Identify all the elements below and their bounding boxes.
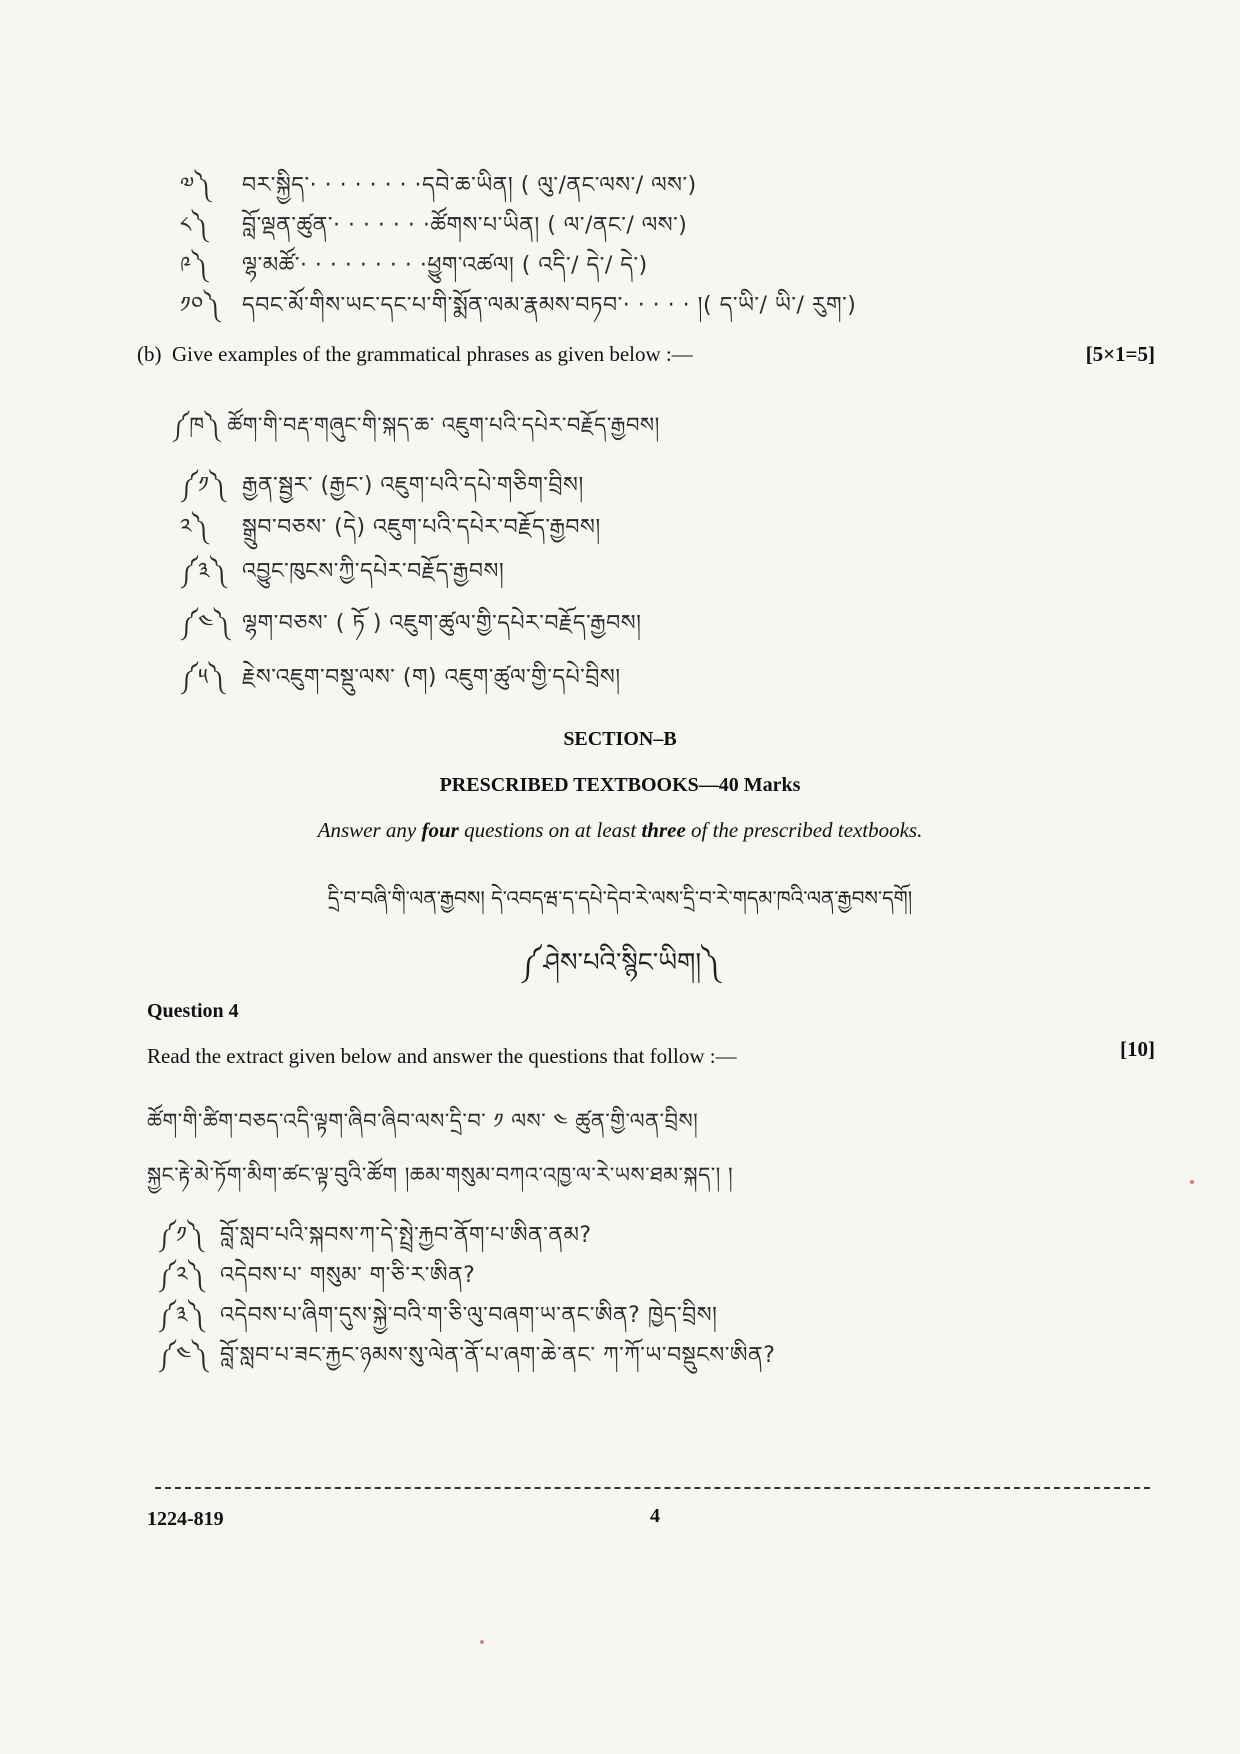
scan-speck — [1190, 1180, 1194, 1184]
section-instructions — [0, 818, 1240, 843]
item-number: ༨༽ — [180, 213, 208, 238]
item-number: ༼༡༽ — [158, 1223, 204, 1248]
item-number: ༼༡༽ — [180, 473, 226, 498]
tibetan-instructions: དྲི་བ་བཞི་གི་ལན་རྒྱབས། དེ་འབདཝ་ད་དཔེ་དེབ་རེ་ལས་དྲི་བ་རེ་གདམ་ཁའི་ལན་རྒྱབས་དགོ། — [327, 886, 913, 910]
footer-rule — [155, 1487, 1150, 1489]
item-number: ༼༢༽ — [158, 1263, 205, 1288]
item-number: ༢༽ — [180, 515, 209, 540]
question-marks: [10] — [1120, 1037, 1155, 1061]
instr-text: of the prescribed textbooks. — [685, 818, 923, 842]
part-b-question-text: Give examples of the grammatical phrases as given below :— — [172, 342, 693, 366]
item-text: རྒྱན་སྦྱར་ (རྒྱང་) འཇུག་པའི་དཔེ་གཅིག་བྲིས། — [242, 473, 584, 498]
item-text: ལྷག་བཅས་ ( ཏོ ) འཇུག་ཚུལ་གྱི་དཔེར་བརྗོད་རྒྱབས། — [242, 611, 642, 636]
item-text: བློ་ལྡན་ཚུན་· · · · · · ·ཚོགས་པ་ཡིན། ( ལ་/ནང་/ ལས་) — [242, 213, 688, 238]
item-text: བློ་སླབ་པའི་སྐབས་ཀ་དེ་སྤྲེ་རྐྱབ་ནོག་པ་ཨིན་ནམ? — [220, 1223, 592, 1248]
instr-text: Answer any — [317, 818, 422, 842]
item-number: ༡༠༽ — [180, 293, 220, 318]
item-text: དབང་མོ་གིས་ཡང་དང་པ་གི་སྨོན་ལམ་རྣམས་བཏབ་· · · · · །( ད་ཡི་/ ཡི་/ རུག་) — [242, 293, 857, 318]
question-item — [158, 1330, 775, 1392]
part-b-item — [180, 598, 641, 660]
tibetan-textbook-title: ༼ཤེས་པའི་སྙིང་ཡིག།༽ — [520, 948, 720, 978]
question-prompt: Read the extract given below and answer the questions that follow :— — [147, 1044, 737, 1068]
question-title: Question 4 — [147, 1000, 239, 1022]
extract-line: ཚོག་གི་ཚིག་བཅད་འདི་ལྟག་ཞིབ་ཞིབ་ལས་དྲི་བ་ ༡ ལས་ ༤ ཚུན་གྱི་ལན་བྲིས། — [147, 1109, 699, 1133]
paper-code: 1224-819 — [147, 1508, 224, 1530]
instr-emphasis: three — [641, 818, 686, 842]
part-b-marks: [5×1=5] — [1085, 342, 1155, 366]
item-number: ༩༽ — [180, 253, 208, 278]
item-text: རྗེས་འཇུག་བསྡུ་ལས་ (ག) འཇུག་ཚུལ་གྱི་དཔེ་བྲིས། — [242, 665, 621, 690]
extract-line: སྐྱང་རྟེ་མེ་ཏོག་མིག་ཚང་ལྟ་བུའི་ཚོག །ཆམ་གསུམ་བཀའ་འཁྱ་ལ་རེ་ཡས་ཐམ་སྐད་། ། — [147, 1163, 734, 1187]
item-number: ༼༥༽ — [180, 665, 225, 690]
part-b-label: (b) — [137, 342, 162, 366]
part-b-item — [180, 652, 621, 714]
item-number: ༼༣༽ — [180, 559, 227, 584]
instr-emphasis: four — [421, 818, 459, 842]
item-number: ༼༤༽ — [158, 1343, 208, 1368]
item-number: ༧༽ — [180, 173, 211, 198]
item-text: ལྷ་མཚོ་· · · · · · · · ·ཕྱུག་འཚལ། ( འདི་/ དེ་/ དེ་) — [242, 253, 648, 278]
item-text: བར་སྐྱིད་· · · · · · · ·དབེ་ཆ་ཡིན། ( ལུ་/ནང་ལས་/ ལས་) — [242, 173, 697, 198]
item-text: འབྱུང་ཁུངས་ཀྱི་དཔེར་བརྗོད་རྒྱབས། — [242, 559, 505, 584]
part-a-line — [180, 280, 856, 342]
section-heading: SECTION–B — [563, 728, 677, 750]
part-b-intro: ༼ཁ༽ ཚོག་གི་བརྡ་གཞུང་གི་སྐད་ཆ་ འཇུག་པའི་དཔེར་བརྗོད་རྒྱབས། — [172, 413, 660, 437]
page-number: 4 — [650, 1505, 660, 1527]
item-number: ༼༤༽ — [180, 611, 230, 636]
item-text: འདེབས་པ་ཞིག་དུས་སྐྱེ་བའི་ག་ཅི་ལུ་བཞག་ཡ་ནང་ཨིན? ཁྱེད་བྲིས། — [220, 1303, 718, 1328]
item-number: ༼༣༽ — [158, 1303, 205, 1328]
part-b-question — [137, 342, 693, 367]
item-text: འདེབས་པ་ གསུམ་ ག་ཅི་ར་ཨིན? — [220, 1263, 476, 1288]
item-text: བློ་སླབ་པ་ཟང་རྐྱང་ཉམས་སུ་ལེན་ནོ་པ་ཞག་ཆེ་ནང་ ཀ་ཀོ་ཡ་བསྡུངས་ཨིན? — [220, 1343, 776, 1368]
scan-speck — [480, 1640, 484, 1644]
item-text: སྒྲུབ་བཅས་ (དེ) འཇུག་པའི་དཔེར་བརྗོད་རྒྱབས། — [242, 515, 601, 540]
section-subheading: PRESCRIBED TEXTBOOKS—40 Marks — [439, 774, 801, 796]
instr-text: questions on at least — [458, 818, 642, 842]
